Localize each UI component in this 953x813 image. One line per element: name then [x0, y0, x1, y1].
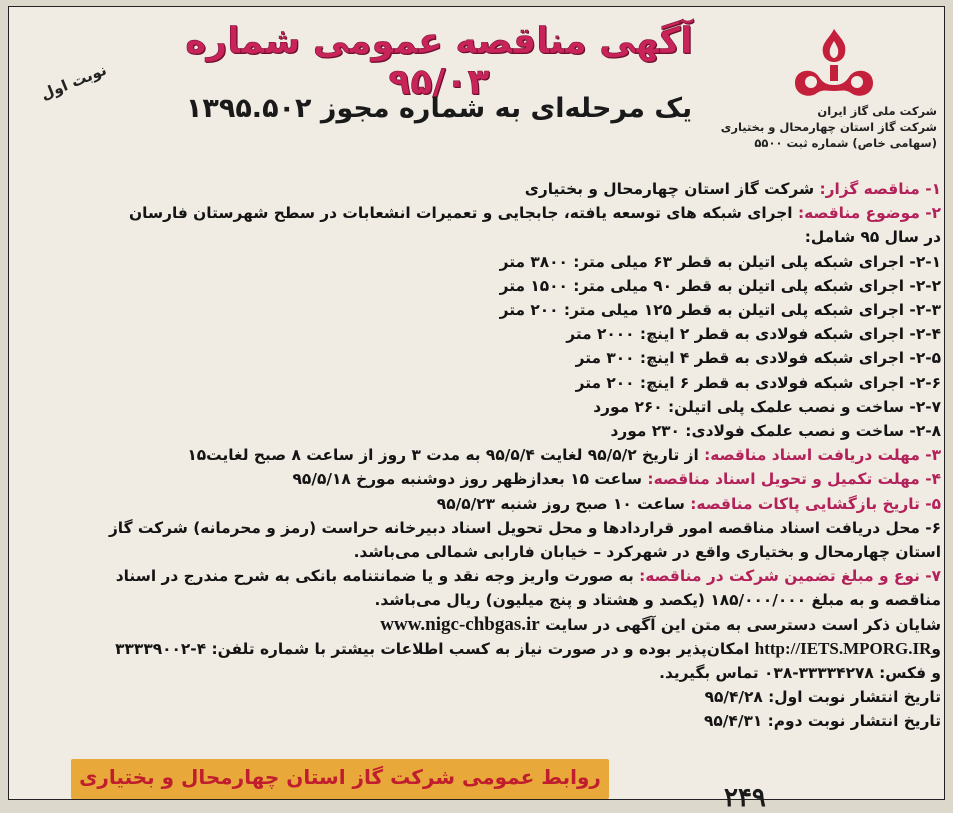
clause-1-label: ۱- مناقصه گزار: [819, 180, 941, 198]
ad-subtitle: یک مرحله‌ای به شماره مجوز ۱۳۹۵.۵۰۲ [185, 93, 693, 124]
note-conj: و [931, 639, 941, 658]
clause-4 [35, 467, 941, 491]
publication-round-label: نوبت اول [38, 60, 110, 104]
clause-4-text: ساعت ۱۵ بعدازظهر روز دوشنبه مورخ ۹۵/۵/۱۸ [292, 470, 648, 489]
clause-2-cont: در سال ۹۵ شامل: [804, 228, 941, 247]
footer-text: روابط عمومی شرکت گاز استان چهارمحال و بختیاری [79, 765, 601, 789]
publish-date-1: تاریخ انتشار نوبت اول: ۹۵/۴/۲۸ [704, 688, 941, 707]
clause-3-label: ۳- مهلت دریافت اسناد مناقصه: [704, 446, 941, 465]
note-line-2 [35, 637, 941, 661]
clause-7-cont: مناقصه و به مبلغ ۱۸۵/۰۰۰/۰۰۰ (یکصد و هشتاد و پنج میلیون) ریال می‌باشد. [374, 591, 941, 610]
clause-2-text: اجرای شبکه های توسعه یافته، جابجایی و تعمیرات انشعابات در سطح شهرستان فارسان [129, 204, 798, 223]
clause-5 [35, 492, 941, 516]
work-item: ۲-۶- اجرای شبکه فولادی به قطر ۶ اینچ: ۲۰۰ متر [575, 373, 941, 392]
iets-link[interactable]: http://IETS.MPORG.IR [754, 638, 932, 658]
clause-7-label: ۷- نوع و مبلغ تضمین شرکت در مناقصه: [639, 567, 941, 586]
work-item: ۲-۲- اجرای شبکه پلی اتیلن به قطر ۹۰ میلی متر: ۱۵۰۰ متر [499, 276, 941, 295]
nigc-logo-icon [789, 25, 879, 105]
publish-date-2: تاریخ انتشار نوبت دوم: ۹۵/۴/۳۱ [704, 712, 941, 731]
clause-7-text: به صورت واریز وجه نقد و یا ضمانتنامه بانکی به شرح مندرج در اسناد [115, 567, 640, 586]
page-number: ۲۴۹ [724, 783, 766, 812]
newspaper-clipping [8, 6, 945, 812]
ad-body [35, 177, 941, 734]
note-line-1 [35, 613, 941, 637]
company-line-2: شرکت گاز استان چهارمحال و بختیاری [720, 120, 937, 134]
ad-title: آگهی مناقصه عمومی شماره ۹۵/۰۳ [185, 21, 693, 103]
clause-6: ۶- محل دریافت اسناد مناقصه امور قراردادها و محل تحویل اسناد دبیرخانه حراست (رمز و محرمانه) شرکت گاز [108, 518, 941, 537]
work-item: ۲-۴- اجرای شبکه فولادی به قطر ۲ اینچ: ۲۰۰۰ متر [566, 325, 941, 344]
clause-3-text: از تاریخ ۹۵/۵/۲ لغایت ۹۵/۵/۴ به مدت ۳ روز از ساعت ۸ صبح لغایت۱۵ [187, 446, 705, 465]
clause-2-label: ۲- موضوع مناقصه: [797, 204, 941, 223]
clause-1-text: شرکت گاز استان چهارمحال و بختیاری [524, 180, 820, 198]
clause-6-cont: استان چهارمحال و بختیاری واقع در شهرکرد – خیابان فارابی شمالی می‌باشد. [353, 543, 941, 562]
work-item: ۲-۷- ساخت و نصب علمک پلی اتیلن: ۲۶۰ مورد [593, 397, 941, 416]
note-line-3: و فکس: ۳۳۳۳۴۲۷۸-۰۳۸ تماس بگیرید. [659, 664, 941, 683]
work-item: ۲-۳- اجرای شبکه پلی اتیلن به قطر ۱۲۵ میلی متر: ۲۰۰ متر [499, 301, 941, 320]
website-link[interactable]: www.nigc-chbgas.ir [380, 613, 540, 635]
company-line-3: (سهامی خاص) شماره ثبت ۵۵۰۰ [754, 136, 937, 150]
clause-7 [35, 564, 941, 588]
clause-5-label: ۵- تاریخ بازگشایی پاکات مناقصه: [690, 494, 941, 513]
company-line-1: شرکت ملی گاز ایران [817, 104, 937, 118]
clause-3 [35, 443, 941, 467]
clause-1 [35, 177, 941, 201]
note-text: شایان ذکر است دسترسی به متن این آگهی در سایت [545, 615, 941, 634]
work-item: ۲-۵- اجرای شبکه فولادی به قطر ۴ اینچ: ۳۰۰ متر [575, 349, 941, 368]
company-info [717, 103, 937, 151]
work-item: ۲-۸- ساخت و نصب علمک فولادی: ۲۳۰ مورد [610, 422, 941, 441]
note-phone: امکان‌پذیر بوده و در صورت نیاز به کسب اطلاعات بیشتر با شماره تلفن: ۴-۳۳۳۳۹۰۰۲ [115, 639, 755, 658]
work-item: ۲-۱- اجرای شبکه پلی اتیلن به قطر ۶۳ میلی متر: ۳۸۰۰ متر [499, 252, 941, 271]
clause-2 [35, 201, 941, 225]
clause-4-label: ۴- مهلت تکمیل و تحویل اسناد مناقصه: [647, 470, 941, 489]
clause-5-text: ساعت ۱۰ صبح روز شنبه ۹۵/۵/۲۳ [436, 494, 691, 513]
